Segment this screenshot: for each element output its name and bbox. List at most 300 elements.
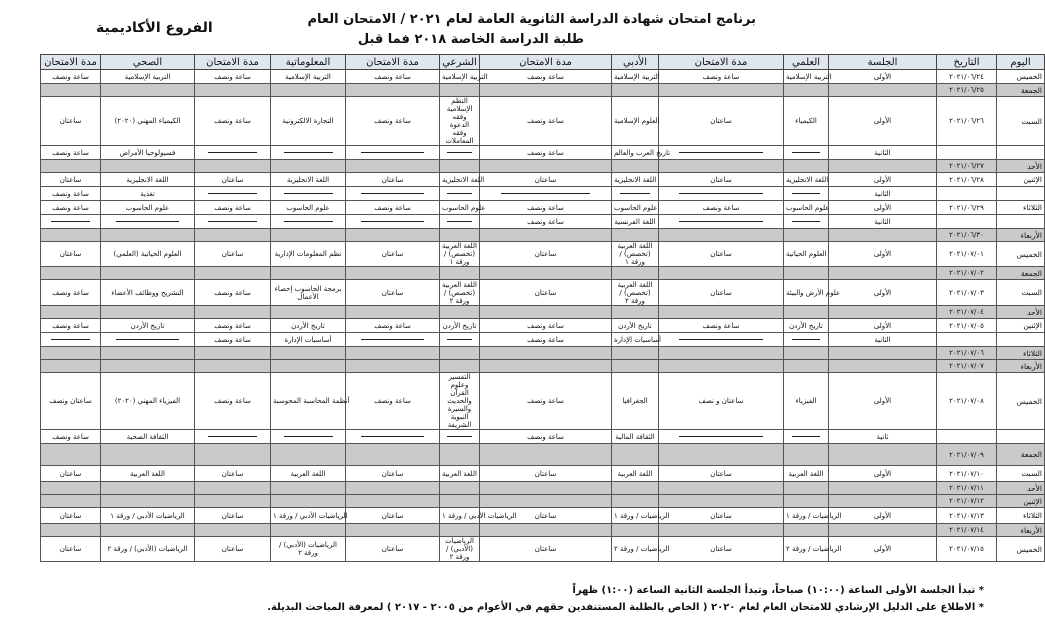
table-cell: التربية الإسلامية [101, 70, 195, 84]
table-cell [41, 482, 101, 495]
table-cell [480, 347, 612, 360]
table-cell [346, 160, 440, 173]
table-cell [659, 267, 784, 280]
table-cell [346, 482, 440, 495]
table-cell [41, 444, 101, 466]
table-cell: تاريخ العرب والعالم [612, 146, 659, 160]
table-cell: اللغة العربية [101, 466, 195, 482]
table-cell: برمجة الحاسوب إحصاء الأعمال [271, 280, 346, 306]
table-cell [195, 430, 271, 444]
table-cell: ساعة ونصف [659, 201, 784, 215]
footnotes [267, 582, 984, 616]
table-cell: ساعة ونصف [480, 201, 612, 215]
table-cell: الجغرافيا [612, 373, 659, 430]
table-cell: ساعتان [195, 242, 271, 267]
table-cell: ساعة ونصف [195, 97, 271, 146]
table-cell [101, 215, 195, 229]
table-cell [271, 146, 346, 160]
table-cell [271, 482, 346, 495]
table-cell [440, 306, 480, 319]
session-cell: ثانية [829, 430, 937, 444]
table-row [41, 173, 1045, 187]
day-cell: السبت [997, 466, 1045, 482]
table-cell: ساعتان [41, 173, 101, 187]
day-cell: الجمعة [997, 267, 1045, 280]
table-cell [659, 333, 784, 347]
table-cell: ساعتان [346, 173, 440, 187]
date-cell: ٢٠٢١/٠٦/٣٠ [937, 229, 997, 242]
table-cell [480, 187, 612, 201]
table-cell [480, 482, 612, 495]
date-cell: ٢٠٢١/٠٦/٢٨ [937, 173, 997, 187]
table-row [41, 444, 1045, 466]
table-cell: ساعة ونصف [346, 201, 440, 215]
exam-schedule-table [40, 54, 1045, 562]
table-cell: علوم الحاسوب [784, 201, 829, 215]
table-cell: ساعتان [41, 242, 101, 267]
table-cell [612, 347, 659, 360]
table-cell: اللغة العربية (تخصص) / ورقة ٢ [612, 280, 659, 306]
table-cell [101, 84, 195, 97]
table-cell: التربية الإسلامية [440, 70, 480, 84]
date-cell: ٢٠٢١/٠٦/٢٥ [937, 84, 997, 97]
table-cell [346, 267, 440, 280]
table-row [41, 201, 1045, 215]
table-cell: ساعة ونصف [195, 373, 271, 430]
table-cell: ساعتان [195, 537, 271, 562]
table-cell [440, 495, 480, 508]
table-cell [271, 187, 346, 201]
table-cell: تاريخ الأردن [612, 319, 659, 333]
session-cell [829, 306, 937, 319]
session-cell: الأولى [829, 201, 937, 215]
table-cell: ساعتان [41, 97, 101, 146]
table-cell: النظم الإسلامية وفقه الدعوة وفقه المعاملات [440, 97, 480, 146]
table-cell [440, 84, 480, 97]
table-cell [41, 495, 101, 508]
column-header: مدة الامتحان [41, 55, 101, 70]
table-row [41, 495, 1045, 508]
table-cell [101, 495, 195, 508]
table-cell: ساعة ونصف [195, 201, 271, 215]
table-cell [659, 444, 784, 466]
table-cell [195, 267, 271, 280]
day-cell: السبت [997, 280, 1045, 306]
table-cell [195, 347, 271, 360]
column-header: الجلسة [829, 55, 937, 70]
date-cell: ٢٠٢١/٠٧/١٠ [937, 466, 997, 482]
day-cell [997, 187, 1045, 201]
table-cell: التربية الإسلامية [612, 70, 659, 84]
blank-line [501, 193, 590, 194]
table-cell: ساعتان [346, 280, 440, 306]
table-cell [271, 160, 346, 173]
date-cell: ٢٠٢١/٠٦/٢٤ [937, 70, 997, 84]
table-cell [440, 267, 480, 280]
blank-line [679, 339, 763, 340]
table-cell [659, 306, 784, 319]
table-cell [41, 333, 101, 347]
table-cell: ساعة ونصف [480, 430, 612, 444]
table-cell [659, 524, 784, 537]
table-cell [346, 187, 440, 201]
column-header: اليوم [997, 55, 1045, 70]
table-cell [612, 360, 659, 373]
table-cell: ساعة ونصف [41, 280, 101, 306]
blank-line [792, 436, 820, 437]
date-cell: ٢٠٢١/٠٧/٠٩ [937, 444, 997, 466]
table-cell [784, 495, 829, 508]
session-cell [829, 444, 937, 466]
table-cell [346, 146, 440, 160]
blank-line [208, 436, 258, 437]
table-cell: ساعة ونصف [346, 70, 440, 84]
table-cell [41, 84, 101, 97]
day-cell: الثلاثاء [997, 347, 1045, 360]
table-cell: ساعتان [659, 242, 784, 267]
day-cell [997, 430, 1045, 444]
table-cell: ساعتان [659, 466, 784, 482]
date-cell: ٢٠٢١/٠٦/٢٦ [937, 97, 997, 146]
table-cell: اللغة العربية (تخصص) / ورقة ١ [612, 242, 659, 267]
table-cell: الرياضيات (الأدبي) / ورقة ٢ [440, 537, 480, 562]
table-cell [612, 187, 659, 201]
table-cell [659, 482, 784, 495]
table-cell [195, 495, 271, 508]
table-row [41, 267, 1045, 280]
session-cell [829, 360, 937, 373]
date-cell: ٢٠٢١/٠٦/٢٩ [937, 201, 997, 215]
table-cell: ساعة ونصف [346, 97, 440, 146]
table-cell: العلوم الحياتية [784, 242, 829, 267]
blank-line [361, 339, 423, 340]
table-cell: علوم الحاسوب [612, 201, 659, 215]
table-cell: ساعتان ونصف [41, 373, 101, 430]
session-cell: الثانية [829, 146, 937, 160]
session-cell: الأولى [829, 466, 937, 482]
column-header: مدة الامتحان [195, 55, 271, 70]
day-cell [997, 146, 1045, 160]
table-cell [271, 495, 346, 508]
session-cell: الأولى [829, 70, 937, 84]
table-cell: ساعة ونصف [41, 430, 101, 444]
day-cell [997, 215, 1045, 229]
table-cell: اللغة الانجليزية [440, 173, 480, 187]
table-cell: علوم الحاسوب [440, 201, 480, 215]
table-cell [659, 215, 784, 229]
table-cell: اللغة الانجليزية [784, 173, 829, 187]
session-cell [829, 267, 937, 280]
table-row [41, 306, 1045, 319]
table-cell [440, 146, 480, 160]
table-cell: ساعتان [195, 466, 271, 482]
table-cell [480, 524, 612, 537]
table-cell: ساعة ونصف [659, 70, 784, 84]
blank-line [208, 152, 258, 153]
table-cell [784, 160, 829, 173]
table-row [41, 466, 1045, 482]
table-cell: ساعتان [480, 537, 612, 562]
blank-line [284, 193, 333, 194]
table-cell [101, 444, 195, 466]
table-header-row [41, 55, 1045, 70]
date-cell: ٢٠٢١/٠٧/٠٢ [937, 267, 997, 280]
table-cell: الرياضيات (الأدبي) / ورقة ٢ [271, 537, 346, 562]
table-cell: الرياضيات (الأدبي) / ورقة ٢ [101, 537, 195, 562]
table-cell [440, 360, 480, 373]
table-cell [271, 267, 346, 280]
table-cell [659, 160, 784, 173]
day-cell: الأحد [997, 306, 1045, 319]
table-cell [612, 306, 659, 319]
table-cell: ساعة ونصف [195, 280, 271, 306]
table-cell: ساعتان [480, 508, 612, 524]
table-cell [195, 482, 271, 495]
table-row [41, 97, 1045, 146]
date-cell: ٢٠٢١/٠٧/١٥ [937, 537, 997, 562]
table-cell: ساعتان [480, 242, 612, 267]
date-cell [937, 430, 997, 444]
session-cell: الثانية [829, 215, 937, 229]
table-cell [612, 84, 659, 97]
table-cell: ساعة ونصف [41, 187, 101, 201]
table-cell [440, 430, 480, 444]
day-cell: السبت [997, 97, 1045, 146]
table-cell [440, 215, 480, 229]
blank-line [51, 339, 90, 340]
date-cell: ٢٠٢١/٠٦/٢٧ [937, 160, 997, 173]
blank-line [116, 221, 178, 222]
day-cell [997, 333, 1045, 347]
table-cell: ساعة ونصف [41, 201, 101, 215]
table-cell [612, 267, 659, 280]
table-cell: ساعتان [480, 173, 612, 187]
document-header [0, 8, 1024, 52]
table-row [41, 84, 1045, 97]
table-cell: الثقافة المالية [612, 430, 659, 444]
date-cell [937, 187, 997, 201]
table-cell: فسيولوجيا الأمراض [101, 146, 195, 160]
table-row [41, 146, 1045, 160]
blank-line [284, 436, 333, 437]
day-cell: الأربعاء [997, 360, 1045, 373]
table-cell [784, 333, 829, 347]
table-cell: علوم الأرض والبيئة [784, 280, 829, 306]
session-cell: الثانية [829, 333, 937, 347]
table-cell [612, 482, 659, 495]
table-cell [440, 333, 480, 347]
table-cell [101, 347, 195, 360]
date-cell [937, 333, 997, 347]
table-cell [440, 229, 480, 242]
table-cell: ساعتان [346, 242, 440, 267]
date-cell: ٢٠٢١/٠٧/٠٤ [937, 306, 997, 319]
table-cell: ساعتان [480, 280, 612, 306]
table-cell [195, 444, 271, 466]
day-cell: الأحد [997, 160, 1045, 173]
table-cell [784, 482, 829, 495]
table-cell [659, 84, 784, 97]
table-cell [101, 229, 195, 242]
table-cell: ساعتان [41, 466, 101, 482]
day-cell: الجمعة [997, 444, 1045, 466]
table-cell [346, 495, 440, 508]
table-cell [480, 229, 612, 242]
table-cell: ساعة ونصف [480, 319, 612, 333]
day-cell: الأحد [997, 482, 1045, 495]
table-cell [41, 524, 101, 537]
table-cell [195, 84, 271, 97]
table-cell: ساعة ونصف [195, 70, 271, 84]
table-cell [440, 444, 480, 466]
table-cell [195, 524, 271, 537]
table-cell [271, 215, 346, 229]
date-cell: ٢٠٢١/٠٧/١١ [937, 482, 997, 495]
blank-line [447, 436, 472, 437]
session-cell: الأولى [829, 173, 937, 187]
table-cell [271, 524, 346, 537]
table-cell [41, 215, 101, 229]
day-cell: الخميس [997, 537, 1045, 562]
table-cell [659, 360, 784, 373]
table-cell: ساعة ونصف [41, 146, 101, 160]
table-cell: الثقافة الصحية [101, 430, 195, 444]
table-cell [41, 360, 101, 373]
table-cell: التجارة الالكترونية [271, 97, 346, 146]
table-cell [271, 84, 346, 97]
session-cell: الأولى [829, 97, 937, 146]
table-cell: ساعتان [659, 508, 784, 524]
table-cell: ساعة ونصف [41, 319, 101, 333]
day-cell: الثلاثاء [997, 508, 1045, 524]
session-cell [829, 482, 937, 495]
table-row [41, 215, 1045, 229]
table-cell [480, 444, 612, 466]
table-cell [346, 360, 440, 373]
blank-line [679, 152, 763, 153]
table-cell [346, 84, 440, 97]
column-header: الشرعي [440, 55, 480, 70]
table-cell: أنظمة المحاسبة المحوسبة [271, 373, 346, 430]
table-cell: ساعة ونصف [41, 70, 101, 84]
blank-line [284, 152, 333, 153]
table-row [41, 537, 1045, 562]
table-cell [612, 160, 659, 173]
table-cell [271, 360, 346, 373]
table-cell: اللغة العربية [271, 466, 346, 482]
table-cell [784, 430, 829, 444]
blank-line [361, 221, 423, 222]
table-cell [659, 430, 784, 444]
table-cell: الفيزياء [784, 373, 829, 430]
table-cell: اللغة الفرنسية [612, 215, 659, 229]
table-cell [612, 444, 659, 466]
table-cell [346, 215, 440, 229]
table-cell: ساعة ونصف [480, 373, 612, 430]
table-cell [195, 229, 271, 242]
table-cell: ساعتان [659, 537, 784, 562]
date-cell: ٢٠٢١/٠٧/٠٦ [937, 347, 997, 360]
table-cell: ساعتان [659, 173, 784, 187]
table-cell: ساعتان [346, 537, 440, 562]
footnote-guide: * الاطلاع على الدليل الإرشادي للامتحان العام لعام ٢٠٢٠ ( الخاص بالطلبة المستنفدين حقهم في الأعوام من ٢٠٠٥ - ٢٠١٧ ) لمعرفة المباحث البديلة. [267, 602, 984, 613]
table-cell [480, 360, 612, 373]
table-cell [784, 84, 829, 97]
table-cell [195, 187, 271, 201]
table-cell [440, 187, 480, 201]
blank-line [792, 221, 820, 222]
blank-line [208, 193, 258, 194]
session-cell: الأولى [829, 319, 937, 333]
table-cell [480, 306, 612, 319]
table-cell [784, 215, 829, 229]
table-row [41, 524, 1045, 537]
table-cell [784, 146, 829, 160]
table-cell: ساعتان [195, 508, 271, 524]
session-cell: الأولى [829, 242, 937, 267]
table-cell: ساعتان [659, 97, 784, 146]
date-cell: ٢٠٢١/٠٧/٠٧ [937, 360, 997, 373]
table-cell [480, 160, 612, 173]
table-cell: الرياضيات / ورقة ١ [612, 508, 659, 524]
table-cell [195, 306, 271, 319]
table-row [41, 482, 1045, 495]
session-cell: الأولى [829, 280, 937, 306]
table-cell: اللغة الانجليزية [271, 173, 346, 187]
table-cell: علوم الحاسوب [271, 201, 346, 215]
table-row [41, 187, 1045, 201]
table-cell [101, 482, 195, 495]
table-cell [41, 347, 101, 360]
day-cell: الإثنين [997, 495, 1045, 508]
table-cell: ساعة ونصف [480, 215, 612, 229]
table-cell [271, 229, 346, 242]
table-cell: اللغة الانجليزية [612, 173, 659, 187]
table-cell [659, 495, 784, 508]
table-cell [271, 444, 346, 466]
page-title: برنامج امتحان شهادة الدراسة الثانوية العامة لعام ٢٠٢١ / الامتحان العام [307, 12, 756, 27]
table-cell [41, 160, 101, 173]
table-row [41, 373, 1045, 430]
table-cell [271, 430, 346, 444]
table-cell [41, 229, 101, 242]
table-cell [195, 360, 271, 373]
day-cell: الجمعة [997, 84, 1045, 97]
table-cell: أساسيات الإدارة [271, 333, 346, 347]
branch-label: الفروع الأكاديمية [96, 20, 213, 36]
table-cell: تاريخ الأردن [784, 319, 829, 333]
blank-line [447, 221, 472, 222]
table-cell: ساعتان [41, 508, 101, 524]
table-cell [346, 306, 440, 319]
table-cell: اللغة العربية (تخصص) / ورقة ١ [440, 242, 480, 267]
session-cell [829, 347, 937, 360]
date-cell [937, 215, 997, 229]
table-cell [784, 360, 829, 373]
column-header: مدة الامتحان [480, 55, 612, 70]
table-cell [480, 84, 612, 97]
date-cell: ٢٠٢١/٠٧/٠١ [937, 242, 997, 267]
date-cell: ٢٠٢١/٠٧/١٢ [937, 495, 997, 508]
table-cell [784, 444, 829, 466]
table-cell: ساعة ونصف [659, 319, 784, 333]
table-cell [440, 160, 480, 173]
table-cell [440, 347, 480, 360]
table-cell: ساعة ونصف [480, 333, 612, 347]
table-cell: التفسير وعلوم القرآن والحديث والسيرة النبوية الشريفة [440, 373, 480, 430]
table-row [41, 280, 1045, 306]
table-cell [101, 267, 195, 280]
